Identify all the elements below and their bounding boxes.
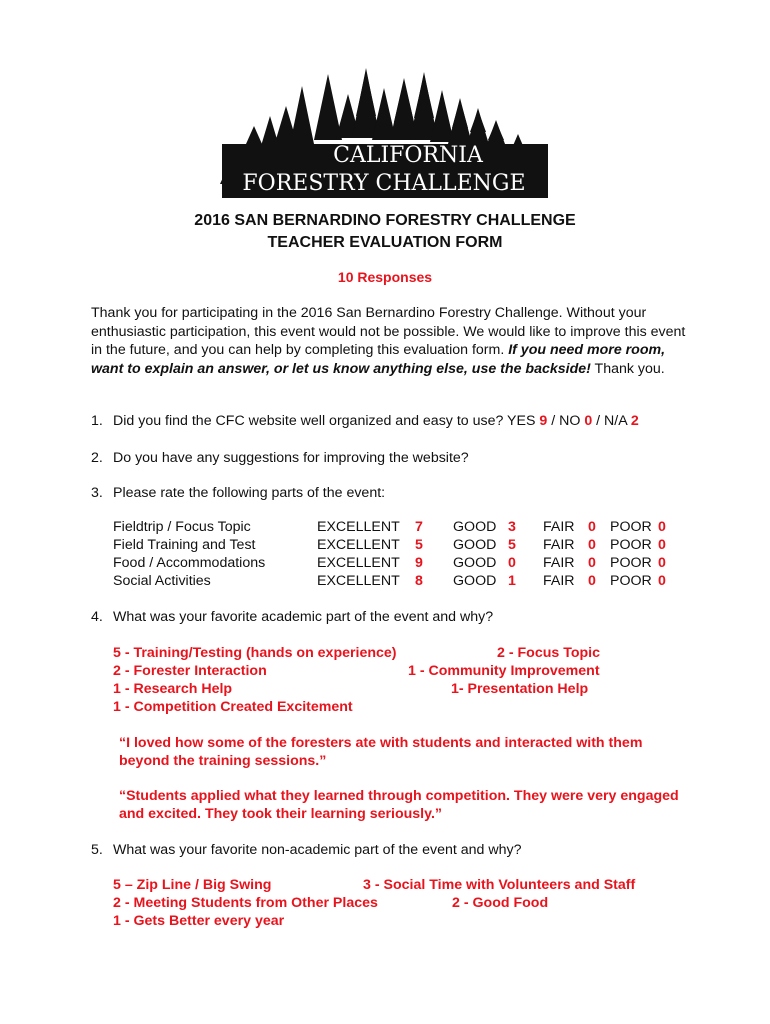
excellent-count: 7 (415, 519, 423, 535)
poor-count: 0 (658, 555, 666, 571)
rating-row: Field Training and Test (113, 537, 256, 553)
fair-count: 0 (588, 555, 596, 571)
q1-na-count: 2 (630, 413, 639, 429)
q4-answer: 5 - Training/Testing (hands on experience) (113, 645, 397, 661)
fair-count: 0 (588, 519, 596, 535)
excellent-count: 9 (415, 555, 423, 571)
q5-answer: 2 - Good Food (452, 895, 549, 911)
rating-row: Fieldtrip / Focus Topic (113, 519, 251, 535)
q4-answer: 2 - Forester Interaction (113, 663, 267, 679)
q5-answer: 1 - Gets Better every year (113, 913, 285, 929)
q5-answer: 3 - Social Time with Volunteers and Staff (363, 877, 636, 893)
good-count: 0 (508, 555, 516, 571)
q4-quote-2: “Students applied what they learned through competition. They were very engaged and excited. They took their learning seriously.” (119, 788, 679, 822)
question-5: 5. What was your favorite non-academic part of the event and why? (91, 842, 522, 858)
question-2: 2. Do you have any suggestions for improving the website? (91, 450, 469, 466)
q5-answer: 5 – Zip Line / Big Swing (113, 877, 272, 893)
good-count: 5 (508, 537, 516, 553)
california-forestry-challenge-logo (218, 66, 550, 202)
question-4: 4. What was your favorite academic part of the event and why? (91, 609, 494, 625)
question-3: 3. Please rate the following parts of the event: (91, 485, 386, 501)
form-title: 2016 SAN BERNARDINO FORESTRY CHALLENGE (194, 212, 576, 229)
form-subtitle: TEACHER EVALUATION FORM (267, 234, 503, 251)
good-count: 3 (508, 519, 516, 535)
poor-count: 0 (658, 573, 666, 589)
fair-count: 0 (588, 537, 596, 553)
excellent-count: 5 (415, 537, 423, 553)
rating-row: Social Activities (113, 573, 211, 589)
q4-answer: 2 - Focus Topic (497, 645, 600, 661)
fair-count: 0 (588, 573, 596, 589)
rating-row: Food / Accommodations (113, 555, 266, 571)
poor-count: 0 (658, 537, 666, 553)
excellent-count: 8 (415, 573, 423, 589)
logo-line-1: CALIFORNIA (333, 143, 483, 168)
q4-answer: 1 - Research Help (113, 681, 233, 697)
intro-paragraph: Thank you for participating in the 2016 San Bernardino Forestry Challenge. Without your enthusiastic participation, this event would not be possible. We would like to improve this event in the future, and you can help by completing this evaluation form. If you need more room, want to explain an answer, or let us know anything else, use the backside! Thank you. (91, 305, 686, 377)
good-count: 1 (508, 573, 516, 589)
logo-line-2: FORESTRY CHALLENGE (242, 171, 526, 196)
q5-answer: 2 - Meeting Students from Other Places (113, 895, 378, 911)
q1-no-count: 0 (584, 413, 593, 429)
q1-yes-count: 9 (539, 413, 548, 429)
q4-answer: 1 - Competition Created Excitement (113, 699, 353, 715)
intro-emphasis: If you need more room, want to explain an answer, or let us know anything else, use the backside! (91, 342, 666, 377)
q4-quote-1: “I loved how some of the foresters ate with students and interacted with them beyond the training sessions.” (119, 735, 643, 769)
q4-answer: 1 - Community Improvement (408, 663, 600, 679)
response-count: 10 Responses (337, 269, 433, 285)
question-1: 1. Did you find the CFC website well organized and easy to use? YES 9 / NO 0 / N/A 2 (91, 413, 639, 429)
poor-count: 0 (658, 519, 666, 535)
q4-answer: 1- Presentation Help (451, 681, 589, 697)
